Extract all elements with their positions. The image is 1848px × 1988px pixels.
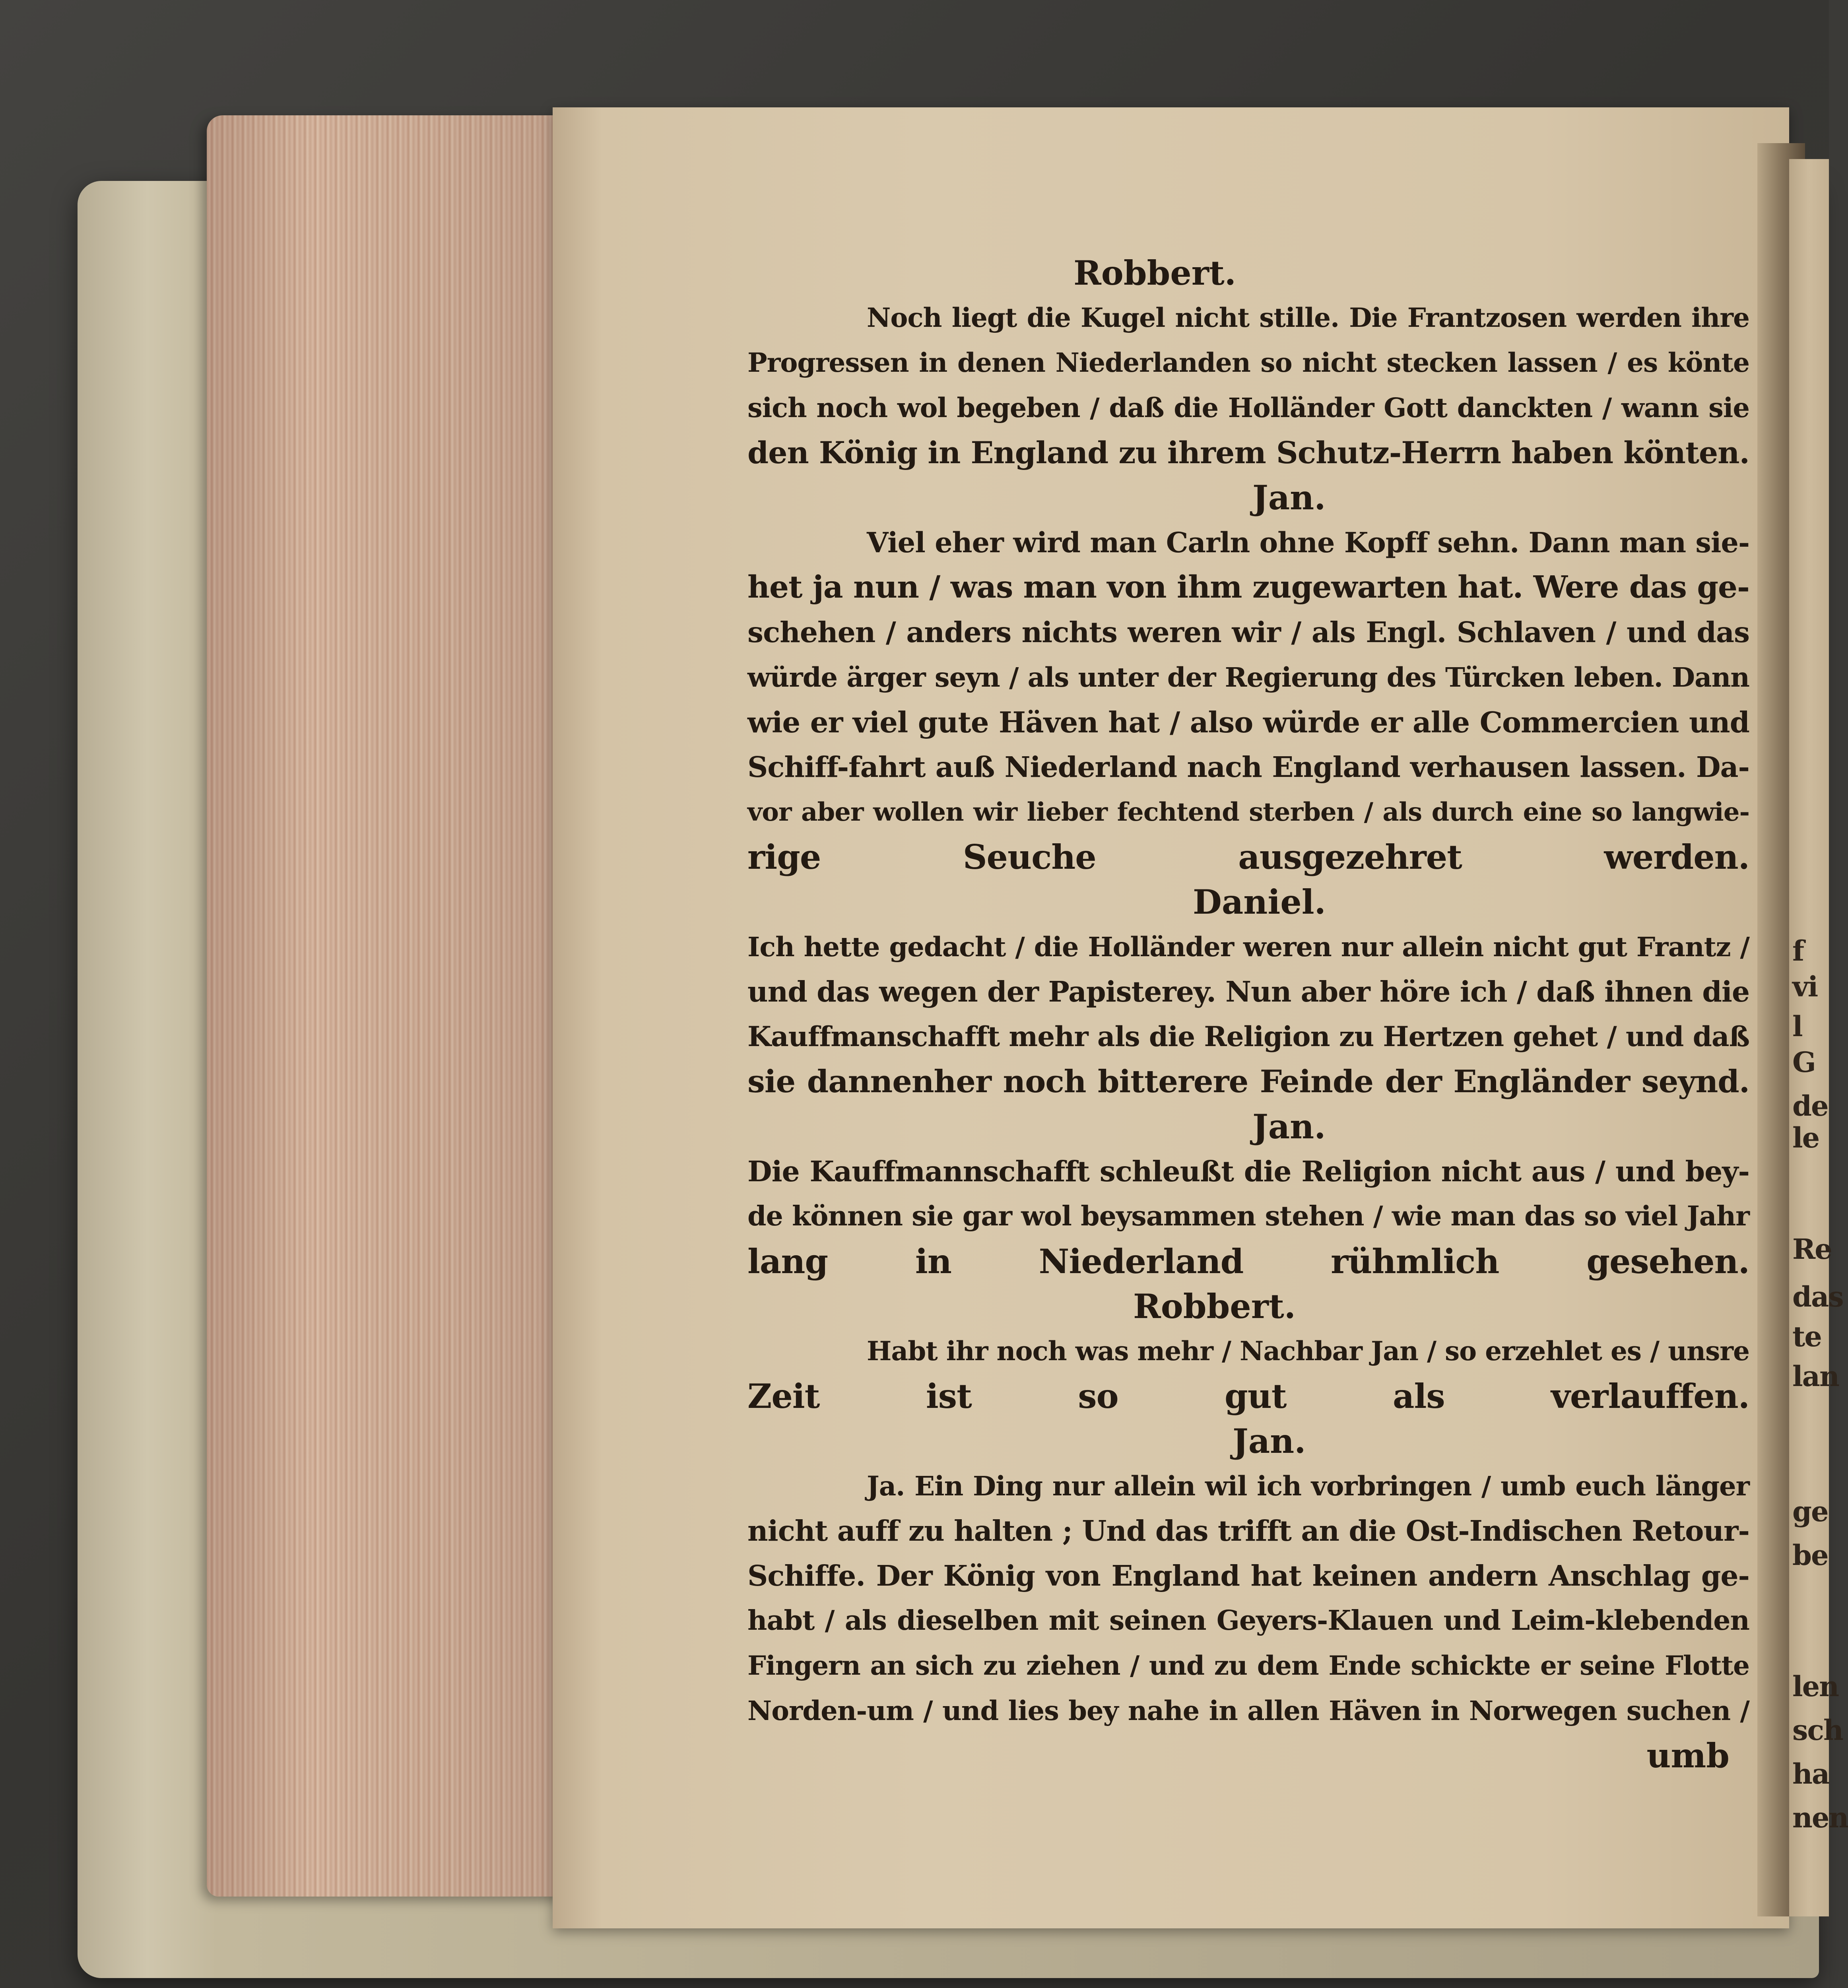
next-page-fragment: te — [1792, 1320, 1821, 1353]
text-line: wie er viel gute Häven hat / also würde er alle Commercien und — [747, 705, 1749, 739]
text-line: schehen / anders nichts weren wir / als Engl. Schlaven / und das — [747, 615, 1749, 649]
next-page-fragment: sch — [1792, 1714, 1843, 1747]
text-line: Die Kauffmannschafft schleußt die Religion nicht aus / und bey- — [747, 1155, 1749, 1188]
text-line: Viel eher wird man Carln ohne Kopff sehn. Dann man sie- — [867, 526, 1749, 559]
speaker-heading: Daniel. — [1193, 882, 1326, 922]
next-page-fragment: ha — [1792, 1757, 1829, 1790]
text-line: Ich hette gedacht / die Holländer weren nur allein nicht gut Frantz / — [747, 931, 1749, 963]
next-page-fragment: das — [1792, 1280, 1843, 1313]
text-line: rige Seuche ausgezehret werden. — [747, 837, 1749, 877]
text-line: würde ärger seyn / als unter der Regierung des Türcken leben. Dann — [747, 662, 1749, 693]
speaker-heading: Jan. — [1252, 1107, 1326, 1146]
next-page-fragment: nen — [1792, 1801, 1848, 1834]
speaker-heading: Jan. — [1233, 1421, 1306, 1461]
next-page-fragment: ge — [1792, 1495, 1828, 1528]
text-line: Zeit ist so gut als verlauffen. — [747, 1376, 1749, 1416]
next-page-edge — [1789, 159, 1848, 1916]
next-page-fragment: l — [1792, 1010, 1802, 1043]
text-line: Schiff-fahrt auß Niederland nach England verhausen lassen. Da- — [747, 750, 1749, 784]
text-line: sie dannenher noch bitterere Feinde der Engländer seynd. — [747, 1064, 1749, 1100]
next-page-fragment: len — [1792, 1670, 1839, 1703]
text-line: Kauffmanschafft mehr als die Religion zu Hertzen gehet / und daß — [747, 1021, 1749, 1053]
text-line: lang in Niederland rühmlich gesehen. — [747, 1242, 1749, 1281]
text-line: de können sie gar wol beysammen stehen / wie man das so viel Jahr — [747, 1200, 1749, 1232]
speaker-heading: Robbert. — [1133, 1287, 1296, 1326]
page-text — [747, 250, 1749, 1778]
text-line: Habt ihr noch was mehr / Nachbar Jan / so erzehlet es / unsre — [867, 1336, 1750, 1367]
next-page-fragment: vi — [1792, 970, 1818, 1003]
text-line: und das wegen der Papisterey. Nun aber höre ich / daß ihnen die — [747, 975, 1749, 1008]
next-page-fragment: le — [1792, 1121, 1819, 1154]
next-page-fragment: lan — [1792, 1360, 1839, 1393]
text-line: Fingern an sich zu ziehen / und zu dem Ende schickte er seine Flotte — [747, 1650, 1749, 1681]
text-line: Noch liegt die Kugel nicht stille. Die Frantzosen werden ihre — [867, 302, 1749, 333]
speaker-heading: Robbert. — [1073, 253, 1237, 293]
text-line: den König in England zu ihrem Schutz-Herrn haben könten. — [747, 435, 1749, 470]
text-line: Norden-um / und lies bey nahe in allen Häven in Norwegen suchen / — [747, 1695, 1749, 1726]
next-page-fragment: f — [1792, 934, 1804, 967]
speaker-heading: Jan. — [1252, 478, 1326, 517]
page-block-shading — [207, 115, 565, 1897]
text-line: habt / als dieselben mit seinen Geyers-Klauen und Leim-klebenden — [747, 1605, 1749, 1637]
text-line: Ja. Ein Ding nur allein wil ich vorbringen / umb euch länger — [867, 1470, 1749, 1502]
text-line: vor aber wollen wir lieber fechtend sterben / als durch eine so langwie- — [747, 797, 1749, 827]
next-page-fragment: G — [1792, 1046, 1815, 1079]
text-line: nicht auff zu halten ; Und das trifft an die Ost-Indischen Retour- — [747, 1514, 1749, 1547]
next-page-fragment: be — [1792, 1539, 1828, 1572]
catchword: umb — [1646, 1736, 1730, 1775]
text-line: Progressen in denen Niederlanden so nicht stecken lassen / es könte — [747, 347, 1749, 378]
text-line: het ja nun / was man von ihm zugewarten hat. Were das ge- — [747, 569, 1749, 605]
text-line: Schiffe. Der König von England hat keinen andern Anschlag ge- — [747, 1559, 1749, 1592]
next-page-fragment: de — [1792, 1089, 1828, 1122]
text-line: sich noch wol begeben / daß die Holländer Gott danckten / wann sie — [747, 392, 1749, 423]
next-page-fragment: Re — [1792, 1233, 1832, 1266]
